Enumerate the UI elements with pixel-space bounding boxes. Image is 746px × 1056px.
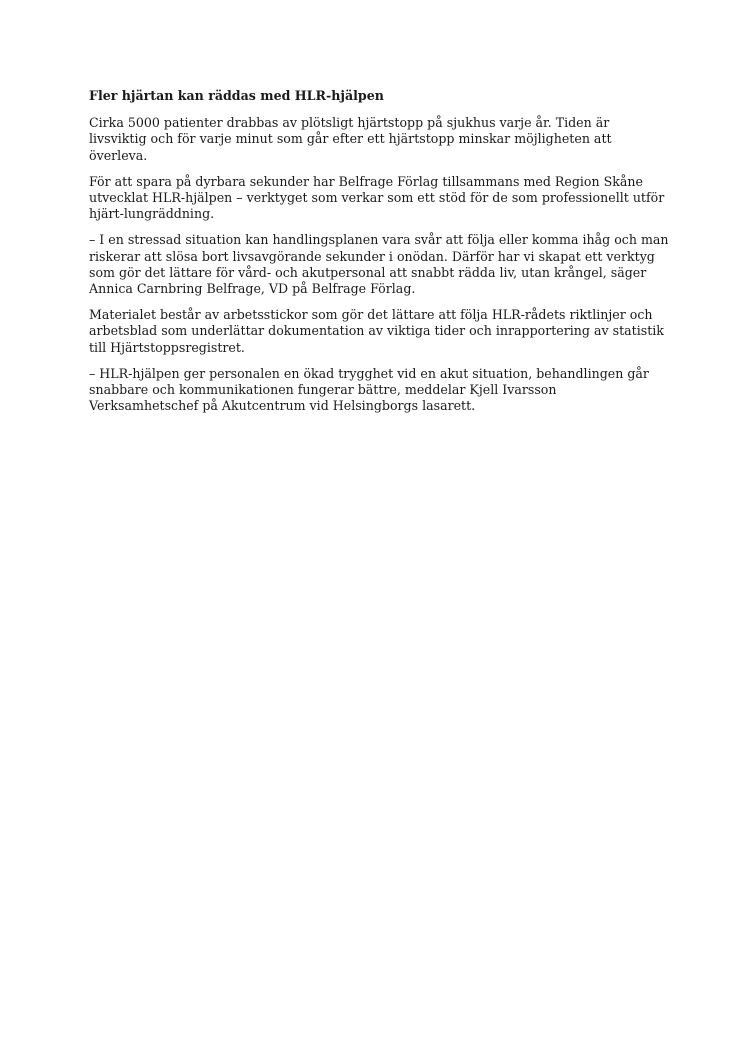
- paragraph-quote-ivarsson: – HLR-hjälpen ger personalen en ökad trygghet vid en akut situation, behandlingen går snabbare och kommunikationen fungerar bättre, meddelar Kjell Ivarsson Verksamhetschef på Akutcentrum vid Helsingborgs lasarett.: [89, 365, 649, 414]
- paragraph-quote-carnbring: – I en stressad situation kan handlingsplanen vara svår att följa eller komma ihåg och man riskerar att slösa bort livsavgörande sekunder i onödan. Därför har vi skapat ett verktyg som gör det lättare för vård- och akutpersonal att snabbt rädda liv, utan krångel, säger Annica Carnbring Belfrage, VD på Belfrage Förlag.: [89, 232, 669, 297]
- document-body: [89, 88, 669, 424]
- paragraph-material: Materialet består av arbetsstickor som gör det lättare att följa HLR-rådets riktlinjer och arbetsblad som underlättar dokumentation av viktiga tider och inrapportering av statistik till Hjärtstoppsregistret.: [89, 307, 664, 355]
- paragraph-belfrage: För att spara på dyrbara sekunder har Belfrage Förlag tillsammans med Region Skåne utvecklat HLR-hjälpen – verktyget som verkar som ett stöd för de som professionellt utför hjärt-lungräddning.: [89, 173, 665, 222]
- paragraph-intro: Cirka 5000 patienter drabbas av plötsligt hjärtstopp på sjukhus varje år. Tiden är livsviktig och för varje minut som går efter ett hjärtstopp minskar möjligheten att överleva.: [89, 115, 612, 163]
- document-title: Fler hjärtan kan räddas med HLR-hjälpen: [89, 88, 384, 103]
